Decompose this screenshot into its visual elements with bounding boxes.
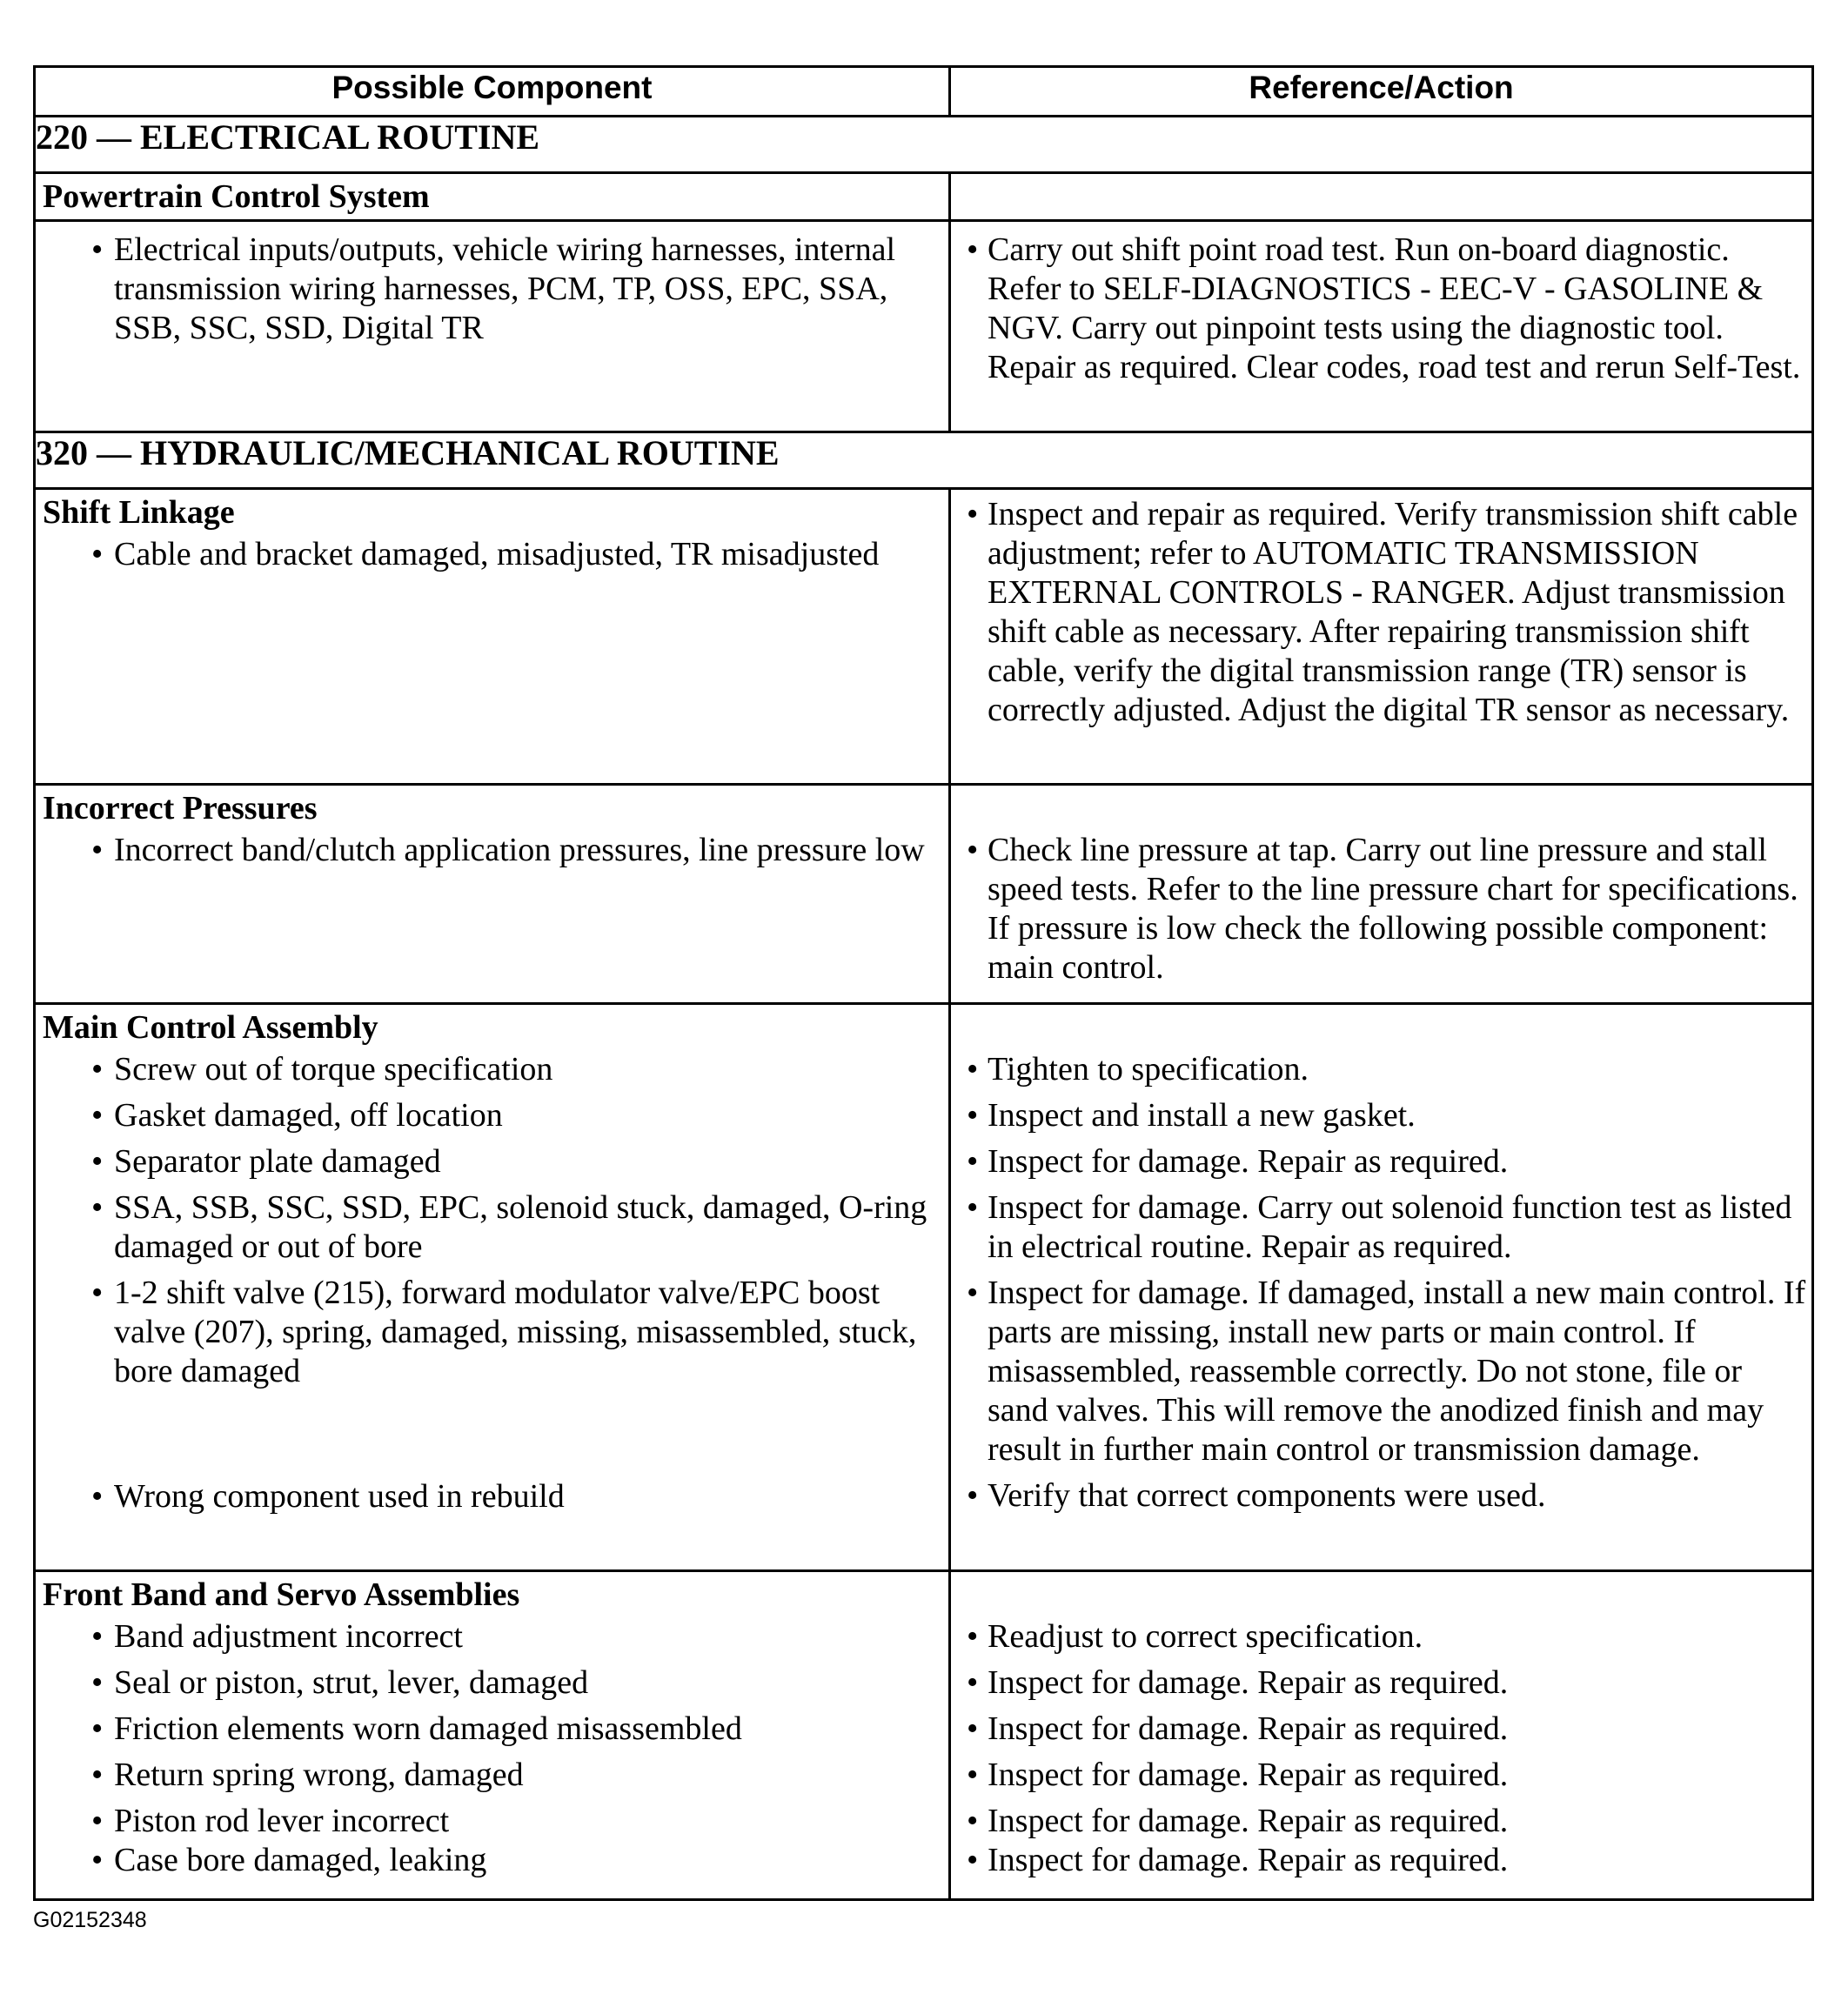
section-row-shift-linkage bbox=[35, 489, 1813, 785]
component-cell bbox=[35, 221, 950, 432]
header-reference-action: Reference/Action bbox=[950, 67, 1813, 117]
component-item: • Incorrect band/clutch application pressures, line pressure low bbox=[36, 831, 948, 870]
section-title-incorrect-pressures: Incorrect Pressures bbox=[43, 790, 318, 826]
component-item: • Electrical inputs/outputs, vehicle wiring harnesses, internal transmission wiring harnesses, PCM, TP, OSS, EPC, SSA, SSB, SSC, SSD, Digital TR bbox=[36, 231, 948, 348]
action-item: • Inspect for damage. Repair as required. bbox=[951, 1841, 1811, 1880]
action-item: • Inspect and install a new gasket. bbox=[951, 1096, 1811, 1135]
routine-row-hydraulic bbox=[35, 432, 1813, 489]
component-item: • Case bore damaged, leaking bbox=[36, 1841, 948, 1880]
action-item: • Inspect and repair as required. Verify transmission shift cable adjustment; refer to AUTOMATIC TRANSMISSION EXTERNAL CONTROLS - RANGER. Adjust transmission shift cable as necessary. After repairing transmission shift cable, verify the digital transmission range (TR) sensor is correctly adjusted. Adjust the digital TR sensor as necessary. bbox=[951, 495, 1811, 730]
action-item: • Carry out shift point road test. Run on-board diagnostic. Refer to SELF-DIAGNOSTICS - EEC-V - GASOLINE & NGV. Carry out pinpoint tests using the diagnostic tool. Repair as required. Clear codes, road test and rerun Self-Test. bbox=[951, 231, 1811, 387]
action-item: • Verify that correct components were used. bbox=[951, 1476, 1811, 1516]
component-item: • Cable and bracket damaged, misadjusted, TR misadjusted bbox=[36, 535, 948, 574]
component-item: • Wrong component used in rebuild bbox=[36, 1477, 948, 1516]
section-title-shift-linkage: Shift Linkage bbox=[43, 494, 235, 531]
diagnosis-table bbox=[33, 65, 1814, 1901]
component-item: • Band adjustment incorrect bbox=[36, 1617, 948, 1656]
component-cell bbox=[35, 489, 950, 785]
action-item: • Check line pressure at tap. Carry out line pressure and stall speed tests. Refer to the line pressure chart for specifications. If pressure is low check the following possible component: main control. bbox=[951, 831, 1811, 987]
routine-title-hydraulic: 320 — HYDRAULIC/MECHANICAL ROUTINE bbox=[35, 432, 1813, 489]
action-item: • Inspect for damage. Repair as required. bbox=[951, 1142, 1811, 1181]
component-item: • SSA, SSB, SSC, SSD, EPC, solenoid stuck, damaged, O-ring damaged or out of bore bbox=[36, 1188, 948, 1267]
routine-row-electrical bbox=[35, 117, 1813, 173]
section-title-powertrain: Powertrain Control System bbox=[43, 178, 430, 215]
action-item: • Readjust to correct specification. bbox=[951, 1617, 1811, 1656]
figure-id: G02152348 bbox=[33, 1908, 147, 1932]
component-item: • Friction elements worn damaged misassembled bbox=[36, 1710, 948, 1749]
component-item: • Separator plate damaged bbox=[36, 1142, 948, 1181]
action-cell bbox=[950, 785, 1813, 1004]
action-cell bbox=[950, 221, 1813, 432]
component-item: • Piston rod lever incorrect bbox=[36, 1802, 948, 1841]
action-item: • Inspect for damage. Repair as required. bbox=[951, 1663, 1811, 1703]
component-cell bbox=[35, 785, 950, 1004]
section-title-front-band: Front Band and Servo Assemblies bbox=[43, 1576, 520, 1613]
header-row bbox=[35, 67, 1813, 117]
section-title-cell bbox=[35, 173, 950, 221]
diagnosis-page bbox=[33, 65, 1811, 1901]
section-row-powertrain bbox=[35, 221, 1813, 432]
action-item: • Inspect for damage. Repair as required. bbox=[951, 1756, 1811, 1795]
component-item: • Return spring wrong, damaged bbox=[36, 1756, 948, 1795]
component-item: • Gasket damaged, off location bbox=[36, 1096, 948, 1135]
action-item: • Tighten to specification. bbox=[951, 1050, 1811, 1089]
empty-cell bbox=[950, 173, 1813, 221]
section-row-front-band bbox=[35, 1571, 1813, 1900]
component-cell bbox=[35, 1004, 950, 1571]
action-cell bbox=[950, 489, 1813, 785]
header-possible-component: Possible Component bbox=[35, 67, 950, 117]
component-cell bbox=[35, 1571, 950, 1900]
section-title-main-control: Main Control Assembly bbox=[43, 1009, 378, 1046]
routine-title-electrical: 220 — ELECTRICAL ROUTINE bbox=[35, 117, 1813, 173]
section-row-powertrain-title bbox=[35, 173, 1813, 221]
component-item: • 1-2 shift valve (215), forward modulator valve/EPC boost valve (207), spring, damaged, missing, misassembled, stuck, bore damaged bbox=[36, 1274, 948, 1470]
action-item: • Inspect for damage. Carry out solenoid function test as listed in electrical routine. Repair as required. bbox=[951, 1188, 1811, 1267]
action-cell bbox=[950, 1571, 1813, 1900]
action-cell bbox=[950, 1004, 1813, 1571]
action-item: • Inspect for damage. If damaged, install a new main control. If parts are missing, install new parts or main control. If misassembled, reassemble correctly. Do not stone, file or sand valves. This will remove the anodized finish and may result in further main control or transmission damage. bbox=[951, 1274, 1811, 1469]
section-row-incorrect-pressures bbox=[35, 785, 1813, 1004]
action-item: • Inspect for damage. Repair as required. bbox=[951, 1802, 1811, 1841]
action-item: • Inspect for damage. Repair as required. bbox=[951, 1710, 1811, 1749]
section-row-main-control bbox=[35, 1004, 1813, 1571]
component-item: • Screw out of torque specification bbox=[36, 1050, 948, 1089]
component-item: • Seal or piston, strut, lever, damaged bbox=[36, 1663, 948, 1703]
